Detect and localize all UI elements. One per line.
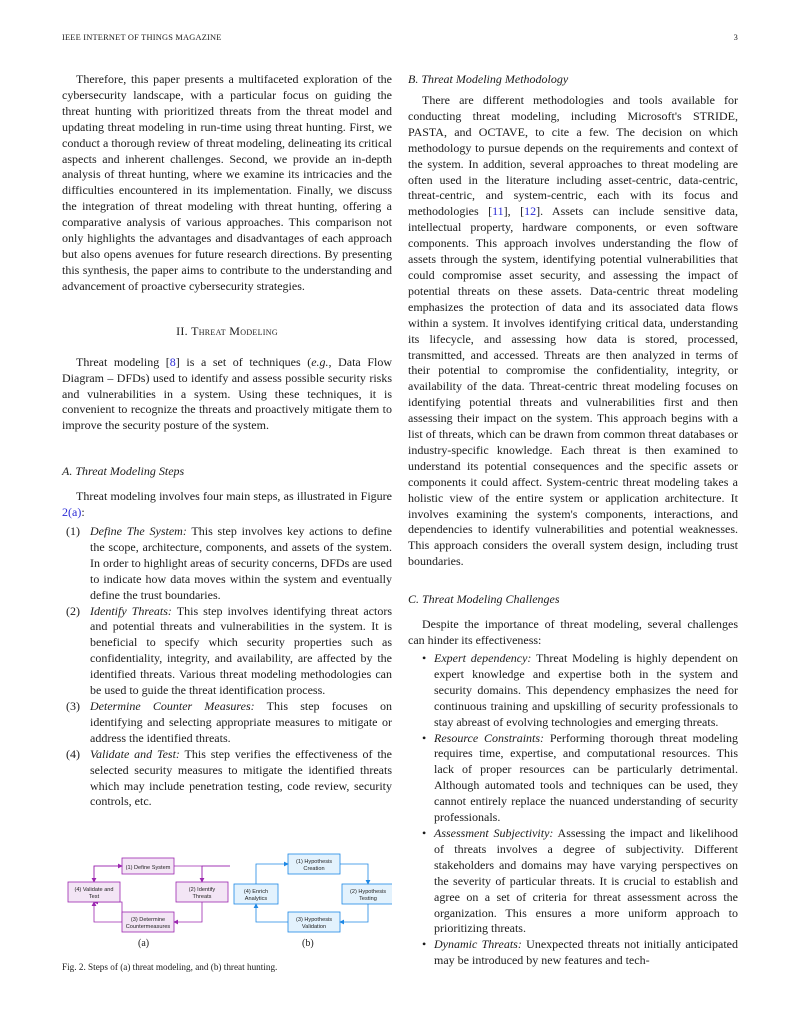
enrich-analytics-label-2: Analytics: [244, 896, 268, 902]
diagram-b: [234, 854, 392, 932]
subfigure-a-label: (a): [138, 938, 150, 949]
challenges-list: [408, 651, 738, 969]
methodology-paragraph: There are different methodologies and tools available for conducting threat modeling, including Microsoft's STRIDE, PASTA, and OCTAVE, to cite a few. The decision on which methodology to pursue depends on the requirements and context of the system. In addition, several approaches to threat modeling are often used in the literature including asset-centric, data-centric, threat-centric, and system-centric, each with its focus and methodologies [11], [12]. Assets can include sensitive data, intellectual property, hardware components, or even software components. This approach involves understanding the flow of assets through the system, identifying potential vulnerabilities that could compromise asset security, and assessing the impact of potential threats on these assets. Data-centric threat modeling emphasizes the protection of data and its associated data flows within a system. It involves identifying critical data, understanding its lifecycle, and assessing how data is stored, processed, transmitted, and accessed. Threats are then analyzed in terms of their potential to compromise the confidentiality, integrity, or availability of the data. Threat-centric threat modeling focuses on identifying potential threats and vulnerabilities first and then assessing their impact on the system. This approach begins with a list of threats, which can be drawn from common threat databases or industry-specific knowledge. Each threat is then examined to understand its potential consequences and the specific assets or components it could affect. System-centric threat modeling takes a holistic view of the entire system or application architecture. It involves examining the system's components, interactions, and dependencies to identify vulnerabilities and potential weaknesses. This approach considers the overall system design, including trust boundaries.: [408, 93, 739, 569]
hypothesis-validation-label-2: Validation: [301, 924, 327, 930]
list-item: • Expert dependency: Threat Modeling is highly dependent on expert knowledge and expertise both in the system and security domains. This dependency emphasizes the need for continuous training and upskilling of security professionals to stay abreast of evolving technologies and emerging threats.: [422, 651, 738, 729]
subsection-a-title: A. Threat Modeling Steps: [62, 464, 185, 479]
list-item: • Resource Constraints: Performing thorough threat modeling requires time, expertise, and computational resources. This lack of proper resources can be particularly detrimental. Although automated tools and techniques can be used, they cannot entirely replace the nuanced understanding of security professionals.: [422, 730, 738, 825]
page-number: 3: [733, 33, 738, 42]
hypothesis-creation-label-1: (1) Hypothesis: [295, 859, 333, 865]
list-item: (3) Determine Counter Measures: This step focuses on identifying and selecting appropriate measures to mitigate or address the identified threats.: [66, 699, 392, 745]
steps-intro: Threat modeling involves four main steps, as illustrated in Figure 2(a):: [62, 489, 392, 520]
steps-list: [62, 524, 392, 810]
diagram-a: [68, 858, 230, 932]
determine-countermeasures-label-1: (3) Determine: [130, 917, 166, 923]
validate-test-label-2: Test: [88, 894, 100, 900]
citation-link[interactable]: 11: [492, 204, 504, 219]
list-item: • Assessment Subjectivity: Assessing the impact and likelihood of threats involves a degree of subjectivity. Different stakeholders and domains may have varying perspectives on the severity of particular threats. It is crucial to establish and agree on a set of criteria for threat assessment across the organization. This ensures a more uniform approach to prioritizing threats.: [422, 825, 738, 936]
validate-test-label-1: (4) Validate and: [74, 887, 114, 893]
list-item: (1) Define The System: This step involves key actions to define the scope, architecture, components, and assets of the system. In order to highlight areas of security concerns, DFDs are used to indicate how data moves within the system and eventually define the trust boundaries.: [66, 524, 392, 602]
figure-reference-link[interactable]: 2(a): [62, 505, 82, 520]
threat-modeling-paragraph: Threat modeling [8] is a set of techniques (e.g., Data Flow Diagram – DFDs) used to identify and assess possible security risks and vulnerabilities in a system. Using these techniques, it is convenient to recognize the threats and proactively mitigate them to improve the security posture of the system.: [62, 354, 393, 433]
define-system-label: (1) Define System: [125, 865, 171, 871]
subfigure-b-label: (b): [302, 938, 314, 949]
identify-threats-label-1: (2) Identify: [188, 887, 216, 893]
citation-link[interactable]: 8: [169, 354, 176, 369]
left-column: [62, 72, 392, 810]
section-title: II. Threat Modeling: [176, 323, 278, 338]
hypothesis-creation-label-2: Creation: [303, 866, 325, 872]
challenges-intro: Despite the importance of threat modeling, several challenges can hinder its effectiveness:: [408, 617, 738, 648]
figure-caption: Fig. 2. Steps of (a) threat modeling, and (b) threat hunting.: [62, 962, 278, 972]
list-item: (4) Validate and Test: This step verifies the effectiveness of the selected security measures to mitigate the identified threats which may include penetration testing, code review, security controls, etc.: [66, 746, 392, 809]
figure-diagrams: [62, 850, 392, 940]
citation-link[interactable]: 12: [524, 204, 537, 219]
list-item: • Dynamic Threats: Unexpected threats not initially anticipated may be introduced by new features and tech-: [422, 937, 738, 968]
right-column: [408, 72, 738, 969]
journal-name: IEEE INTERNET OF THINGS MAGAZINE: [62, 33, 222, 42]
determine-countermeasures-label-2: Countermeasures: [125, 924, 171, 930]
running-header: [62, 33, 738, 42]
subsection-c-title: C. Threat Modeling Challenges: [408, 592, 560, 607]
hypothesis-validation-label-1: (3) Hypothesis: [295, 917, 333, 923]
figure-2: [62, 850, 392, 980]
hypothesis-testing-label-2: Testing: [359, 896, 377, 902]
intro-paragraph: Therefore, this paper presents a multifaceted exploration of the cybersecurity landscape, with a particular focus on guiding the threat hunting with prioritized threats from the threat model and updating threat modeling in run-time using threat hunting. First, we conduct a thorough review of threat modeling, delineating its critical aspects and inherent challenges. Second, we provide an in-depth analysis of threat hunting, where we examine its intricacies and the difficulties encountered in its implementation. Finally, we discuss the integration of threat modeling with threat hunting, offering a comparative analysis of various approaches. This comparison not only highlights the advantages and disadvantages of each approach but also opens avenues for future research directions. By presenting this synthesis, the paper aims to contribute to the understanding and advancement of proactive cybersecurity strategies.: [62, 72, 392, 293]
subsection-b-title: B. Threat Modeling Methodology: [408, 72, 569, 86]
enrich-analytics-label-1: (4) Enrich: [243, 889, 269, 895]
list-item: (2) Identify Threats: This step involves identifying threat actors and potential threats and vulnerabilities in the system. It is beneficial to specify which security properties such as confidentiality, integrity, and availability, are affected by the identified threats. Various threat modeling methodologies can be used to guide the threat identification process.: [66, 603, 392, 698]
identify-threats-label-2: Threats: [192, 894, 212, 900]
hypothesis-testing-label-1: (2) Hypothesis: [349, 889, 387, 895]
